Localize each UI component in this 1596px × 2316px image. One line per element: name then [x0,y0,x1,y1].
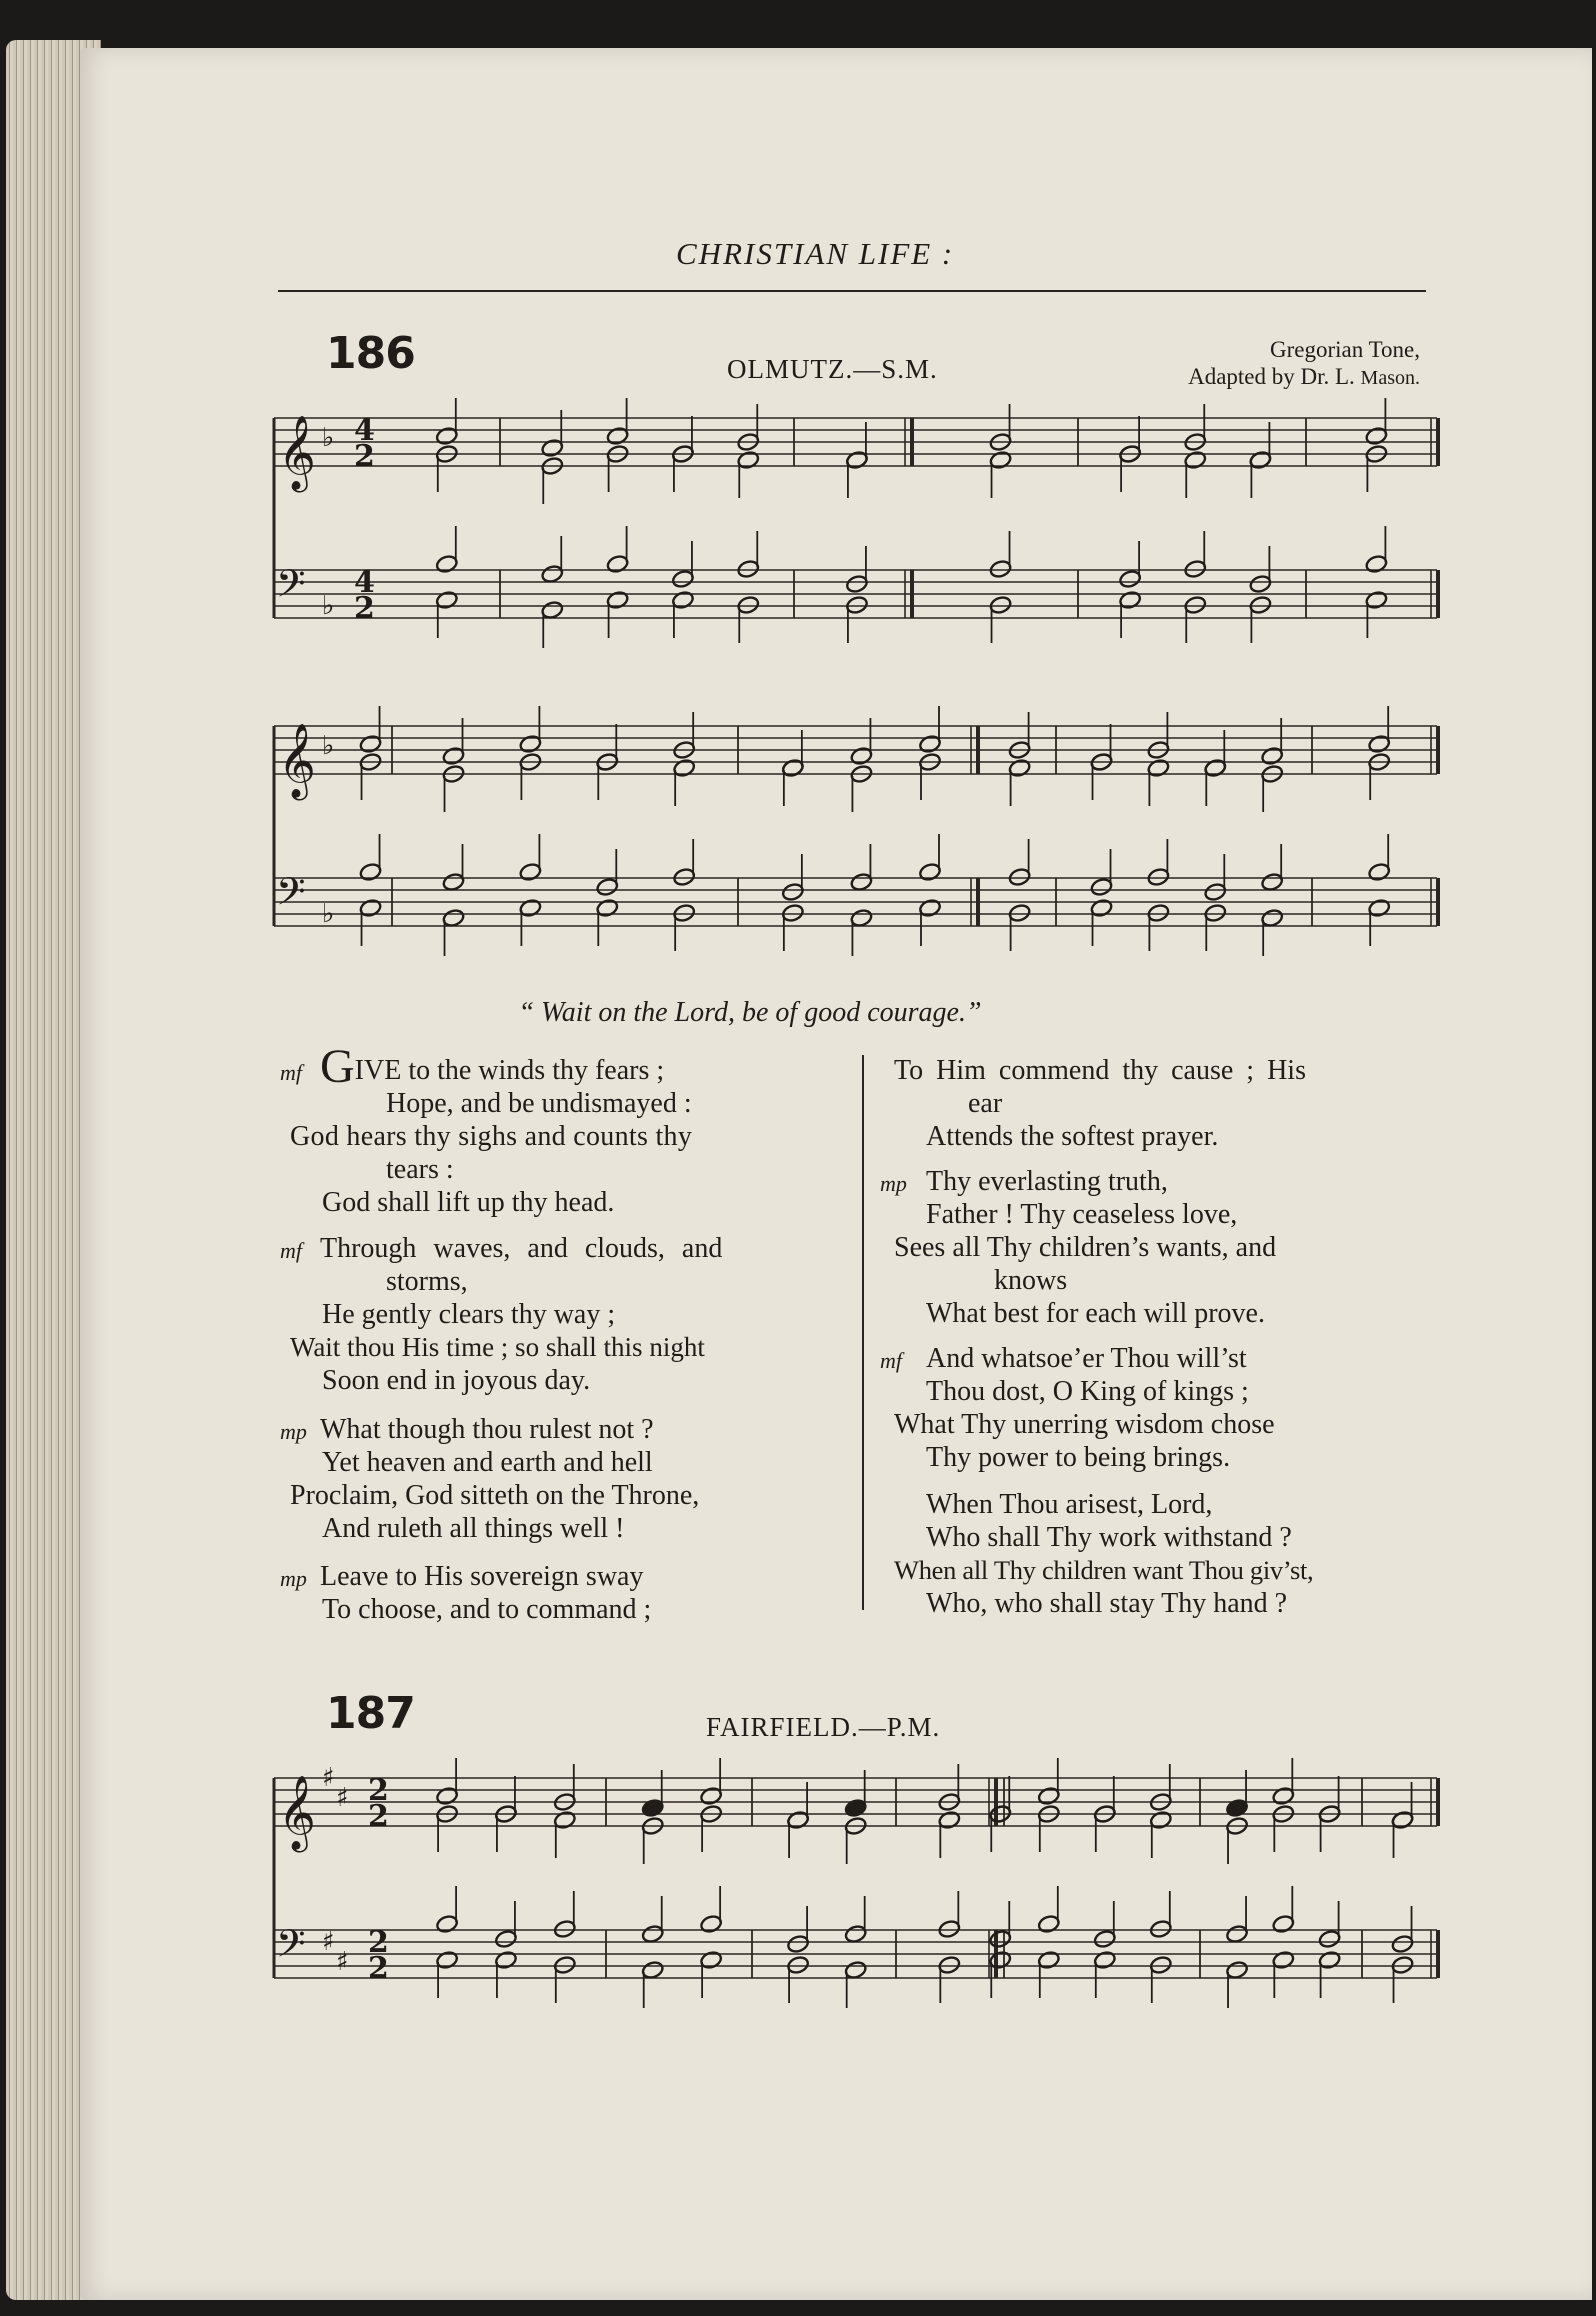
credit-line-1: Gregorian Tone, [1270,337,1420,362]
verse-line: Through waves, and clouds, and [320,1233,723,1264]
verse-line: Thy everlasting truth, [926,1166,1168,1197]
stanza-5 [894,1054,1434,1153]
bass-clef-icon: 𝄢 [276,869,306,923]
dynamic-mark: mp [280,1566,307,1591]
stanza-1 [280,1040,850,1219]
key-signature-icon: ♯ [322,1927,335,1957]
dynamic-mark: mf [880,1348,902,1373]
verse-line: To Him commend thy cause ; His [894,1055,1306,1086]
verse-line: Leave to His sovereign sway [320,1561,644,1592]
verse-line: ear [968,1088,1003,1119]
verse-line: And ruleth all things well ! [322,1513,625,1544]
verse-line: God shall lift up thy head. [322,1187,615,1218]
verse-line: Attends the softest prayer. [926,1121,1219,1152]
key-signature-icon: ♯ [322,1763,335,1793]
key-signature-icon: ♯ [336,1783,349,1813]
key-signature-icon: ♭ [322,899,335,929]
verse-line: And whatsoe’er Thou will’st [926,1343,1247,1374]
verse-line: Father ! Thy ceaseless love, [926,1199,1238,1230]
credit-line-2 [1060,363,1420,392]
hymn-186-score-system-2 [272,708,1452,978]
hymn-186-tune: OLMUTZ.—S.M. [727,354,938,384]
key-signature-icon: ♭ [322,591,335,621]
column-divider [862,1055,864,1610]
time-signature-bottom: 2 [354,591,375,626]
verse-line: storms, [386,1266,468,1297]
credit-name: Mason. [1360,367,1420,389]
hymn-186-score-system-1 [272,400,1452,670]
verse-line: tears : [386,1154,454,1185]
hymn-187-tune: FAIRFIELD.—P.M. [706,1712,941,1742]
verse-line: What Thy unerring wisdom chose [894,1409,1275,1440]
time-signature-top: 4 [354,413,375,448]
verse-line: Thou dost, O King of kings ; [926,1376,1249,1407]
verse-line: Wait thou His time ; so shall this night [290,1332,705,1362]
stanza-8 [894,1488,1434,1620]
stanza-3 [280,1413,850,1545]
treble-clef-icon: 𝄞 [278,416,316,490]
key-signature-icon: ♭ [322,423,335,453]
header-rule [278,290,1426,292]
treble-clef-icon: 𝄞 [278,724,316,798]
stanza-7 [880,1342,1434,1474]
verse-line: Sees all Thy children’s wants, and [894,1232,1277,1263]
verse-line: What though thou rulest not ? [320,1414,654,1445]
verse-line: Soon end in joyous day. [322,1365,591,1396]
time-signature-bottom: 2 [354,439,375,474]
credit-prefix: Adapted by Dr. L. [1188,364,1361,389]
verse-line: knows [994,1265,1068,1296]
verse-line: To choose, and to command ; [322,1594,652,1625]
time-signature-top: 2 [368,1773,389,1808]
stanza-4 [280,1560,850,1626]
dynamic-mark: mp [880,1171,907,1196]
verse-line: When all Thy children want Thou giv’st, [894,1555,1314,1585]
verse-line: He gently clears thy way ; [322,1299,616,1330]
time-signature-top: 4 [354,565,375,600]
verse-line: What best for each will prove. [926,1298,1265,1329]
verse-line: Who shall Thy work withstand ? [926,1522,1292,1553]
verse-line: Who, who shall stay Thy hand ? [926,1588,1288,1619]
verse-line: God hears thy sighs and counts thy [290,1121,693,1152]
dynamic-mark: mf [280,1238,302,1263]
page-header: CHRISTIAN LIFE : [676,236,955,271]
verse-line: Hope, and be undismayed : [386,1088,692,1119]
hymn-186-credit [1060,336,1420,392]
hymn-186-tagline: “ Wait on the Lord, be of good courage.” [518,997,982,1028]
treble-clef-icon: 𝄞 [278,1776,316,1850]
verse-line: Thy power to being brings. [926,1442,1231,1473]
time-signature-bottom: 2 [368,1951,389,1986]
stanza-2 [280,1232,850,1397]
hymn-186-number: 186 [326,328,415,379]
verse-line: Yet heaven and earth and hell [322,1447,653,1478]
bass-clef-icon: 𝄢 [276,561,306,615]
verse-line: Proclaim, God sitteth on the Throne, [290,1480,700,1511]
dynamic-mark: mp [280,1419,307,1444]
time-signature-bottom: 2 [368,1799,389,1834]
dynamic-mark: mf [280,1060,302,1085]
time-signature-top: 2 [368,1925,389,1960]
verse-line: IVE to the winds thy fears ; [354,1055,665,1086]
stanza-6 [880,1165,1434,1330]
hymn-187-score-system [272,1760,1452,2030]
key-signature-icon: ♯ [336,1947,349,1977]
hymn-187-number: 187 [326,1688,415,1739]
drop-cap: G [320,1040,355,1093]
key-signature-icon: ♭ [322,731,335,761]
bass-clef-icon: 𝄢 [276,1921,306,1975]
verse-line: When Thou arisest, Lord, [926,1489,1213,1520]
